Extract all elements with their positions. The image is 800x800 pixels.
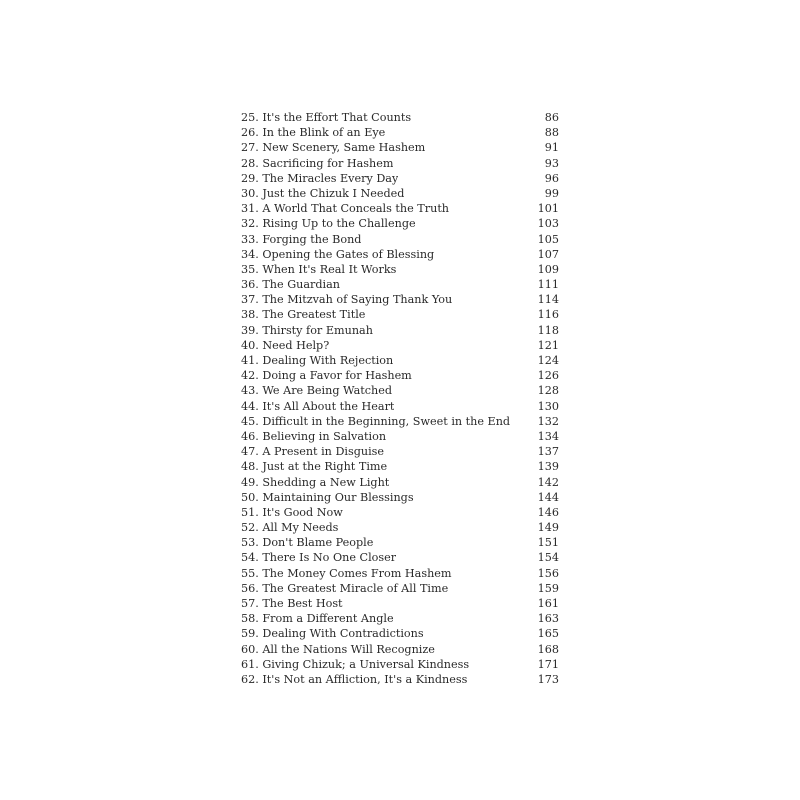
toc-entry [241, 535, 559, 550]
toc-entry-page-number: 88 [544, 126, 559, 140]
toc-entry-page-number: 132 [537, 414, 559, 428]
toc-entry-title: 50. Maintaining Our Blessings [241, 490, 414, 504]
toc-entry-page-number: 118 [537, 323, 559, 337]
toc-entry [241, 672, 559, 687]
toc-entry [241, 186, 559, 201]
toc-entry [241, 414, 559, 429]
toc-entry-title: 30. Just the Chizuk I Needed [241, 186, 405, 200]
toc-entry-page-number: 107 [537, 247, 559, 261]
toc-entry-page-number: 114 [537, 293, 559, 307]
toc-entry-page-number: 134 [537, 429, 559, 443]
toc-entry [241, 171, 559, 186]
toc-entry [241, 247, 559, 262]
toc-entry [241, 383, 559, 398]
toc-entry-page-number: 126 [537, 369, 559, 383]
toc-entry-title: 45. Difficult in the Beginning, Sweet in the End [241, 414, 511, 428]
toc-entry-title: 32. Rising Up to the Challenge [241, 217, 416, 231]
toc-entry [241, 581, 559, 596]
toc-entry-title: 55. The Money Comes From Hashem [241, 566, 452, 580]
toc-entry [241, 216, 559, 231]
toc-entry-page-number: 121 [537, 338, 559, 352]
toc-entry [241, 566, 559, 581]
toc-entry-page-number: 163 [537, 612, 559, 626]
toc-entry-page-number: 99 [544, 186, 559, 200]
toc-entry [241, 444, 559, 459]
toc-entry [241, 277, 559, 292]
toc-entry-page-number: 93 [544, 156, 559, 170]
toc-entry-title: 36. The Guardian [241, 278, 340, 292]
toc-entry-page-number: 168 [537, 642, 559, 656]
toc-entry-page-number: 139 [537, 460, 559, 474]
toc-entry-title: 29. The Miracles Every Day [241, 171, 399, 185]
toc-entry-page-number: 105 [537, 232, 559, 246]
toc-entry-title: 48. Just at the Right Time [241, 460, 388, 474]
toc-entry-title: 61. Giving Chizuk; a Universal Kindness [241, 657, 470, 671]
toc-entry-title: 59. Dealing With Contradictions [241, 627, 424, 641]
toc-entry [241, 262, 559, 277]
toc-entry [241, 399, 559, 414]
toc-entry-page-number: 165 [537, 627, 559, 641]
toc-entry-title: 56. The Greatest Miracle of All Time [241, 581, 449, 595]
toc-entry-page-number: 111 [537, 278, 559, 292]
toc-entry-page-number: 154 [537, 551, 559, 565]
toc-entry-title: 60. All the Nations Will Recognize [241, 642, 435, 656]
toc-entry [241, 353, 559, 368]
toc-entry [241, 550, 559, 565]
toc-entry-title: 54. There Is No One Closer [241, 551, 397, 565]
toc-entry-page-number: 91 [544, 141, 559, 155]
toc-entry [241, 611, 559, 626]
toc-entry [241, 459, 559, 474]
toc-entry-title: 47. A Present in Disguise [241, 445, 385, 459]
toc-entry-title: 26. In the Blink of an Eye [241, 126, 386, 140]
toc-entry-page-number: 151 [537, 536, 559, 550]
toc-entry [241, 429, 559, 444]
toc-entry [241, 232, 559, 247]
toc-entry-title: 31. A World That Conceals the Truth [241, 202, 450, 216]
toc-entry-title: 62. It's Not an Affliction, It's a Kindness [241, 672, 468, 686]
toc-entry-page-number: 116 [537, 308, 559, 322]
toc-entry-page-number: 142 [537, 475, 559, 489]
toc-entry-page-number: 109 [537, 262, 559, 276]
toc-entry-page-number: 96 [544, 171, 559, 185]
toc-entry-title: 38. The Greatest Title [241, 308, 366, 322]
toc-entry-page-number: 128 [537, 384, 559, 398]
toc-entry-title: 58. From a Different Angle [241, 612, 394, 626]
toc-entry [241, 368, 559, 383]
toc-entry-title: 43. We Are Being Watched [241, 384, 393, 398]
toc-entry [241, 323, 559, 338]
toc-entry [241, 140, 559, 155]
toc-entry-title: 34. Opening the Gates of Blessing [241, 247, 435, 261]
toc-entry-page-number: 149 [537, 521, 559, 535]
toc-entry [241, 475, 559, 490]
toc-entry-page-number: 103 [537, 217, 559, 231]
toc-entry [241, 642, 559, 657]
toc-entry-page-number: 173 [537, 672, 559, 686]
toc-entry-title: 53. Don't Blame People [241, 536, 374, 550]
toc-entry-title: 57. The Best Host [241, 597, 343, 610]
toc-entry-title: 25. It's the Effort That Counts [241, 111, 412, 124]
toc-entry-title: 28. Sacrificing for Hashem [241, 156, 394, 170]
toc-entry-page-number: 171 [537, 657, 559, 671]
toc-entry-page-number: 101 [537, 202, 559, 216]
toc-entry [241, 292, 559, 307]
toc-entry-title: 41. Dealing With Rejection [241, 354, 394, 367]
table-of-contents [241, 110, 559, 687]
toc-entry-title: 35. When It's Real It Works [241, 262, 397, 276]
toc-entry [241, 626, 559, 641]
toc-entry-title: 42. Doing a Favor for Hashem [241, 369, 412, 383]
toc-entry-page-number: 146 [537, 505, 559, 519]
toc-entry [241, 657, 559, 672]
toc-entry [241, 505, 559, 520]
toc-entry-title: 27. New Scenery, Same Hashem [241, 141, 426, 155]
toc-entry-title: 33. Forging the Bond [241, 232, 362, 246]
toc-entry [241, 490, 559, 505]
toc-entry-page-number: 124 [537, 354, 559, 367]
toc-entry [241, 125, 559, 140]
toc-entry-title: 40. Need Help? [241, 338, 330, 352]
toc-entry [241, 201, 559, 216]
toc-entry [241, 110, 559, 125]
toc-entry-title: 46. Believing in Salvation [241, 429, 387, 443]
toc-entry-page-number: 137 [537, 445, 559, 459]
toc-entry-title: 39. Thirsty for Emunah [241, 323, 373, 337]
toc-entry-page-number: 130 [537, 399, 559, 413]
toc-entry-title: 44. It's All About the Heart [241, 399, 395, 413]
toc-entry [241, 307, 559, 322]
toc-entry [241, 338, 559, 353]
toc-entry-page-number: 156 [537, 566, 559, 580]
toc-entry-title: 52. All My Needs [241, 521, 339, 535]
toc-entry-page-number: 161 [537, 597, 559, 610]
toc-entry-title: 49. Shedding a New Light [241, 475, 390, 489]
toc-entry-page-number: 144 [537, 490, 559, 504]
toc-entry-title: 51. It's Good Now [241, 505, 343, 519]
toc-entry [241, 596, 559, 611]
toc-entry-page-number: 86 [544, 111, 559, 124]
toc-entry-title: 37. The Mitzvah of Saying Thank You [241, 293, 453, 307]
toc-entry [241, 520, 559, 535]
toc-entry-page-number: 159 [537, 581, 559, 595]
toc-entry [241, 156, 559, 171]
